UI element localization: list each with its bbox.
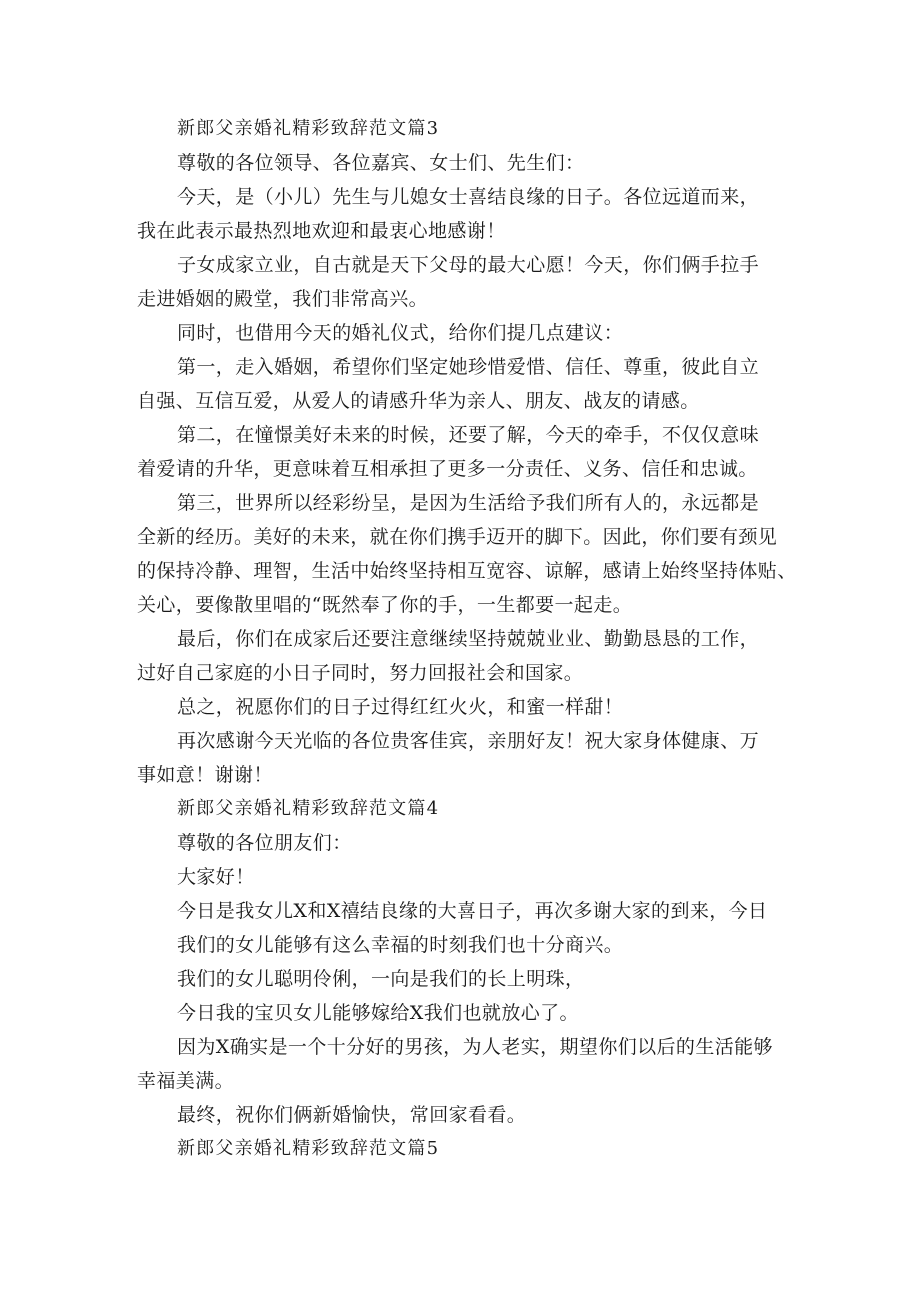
paragraph-line: 因为X确实是一个十分好的男孩，为人老实，期望你们以后的生活能够	[177, 1036, 773, 1058]
paragraph-line: 最终，祝你们俩新婚愉快，常回家看看。	[177, 1104, 527, 1126]
paragraph-line: 过好自己家庭的小日子同时，努力回报社会和国家。	[137, 662, 584, 684]
paragraph-line: 走进婚姻的殿堂，我们非常高兴。	[137, 288, 429, 310]
paragraph-line: 子女成家立业，自古就是天下父母的最大心愿！今天，你们俩手拉手	[177, 254, 760, 276]
paragraph-line: 幸福美满。	[137, 1070, 235, 1092]
paragraph-line: 我们的女儿聪明伶俐，一向是我们的长上明珠，	[177, 968, 585, 990]
paragraph-line: 第三，世界所以经彩纷呈，是因为生活给予我们所有人的，永远都是	[177, 492, 760, 514]
paragraph-line: 着爱请的升华，更意味着互相承担了更多一分责任、义务、信任和忠诚。	[137, 458, 758, 480]
paragraph-line: 事如意！谢谢！	[137, 764, 273, 786]
paragraph-line: 再次感谢今天光临的各位贵客佳宾，亲朋好友！祝大家身体健康、万	[177, 730, 760, 752]
paragraph-line: 今日是我女儿X和X禧结良缘的大喜日子，再次多谢大家的到来，今日	[177, 900, 768, 922]
section-heading-4: 新郎父亲婚礼精彩致辞范文篇4	[177, 798, 440, 819]
paragraph-line: 同时，也借用今天的婚礼仪式，给你们提几点建议：	[177, 322, 624, 344]
greeting: 大家好！	[177, 866, 255, 888]
paragraph-line: 最后，你们在成家后还要注意继续坚持兢兢业业、勤勤恳恳的工作，	[177, 628, 760, 650]
paragraph-line: 第二，在憧憬美好未来的时候，还要了解，今天的牵手，不仅仅意味	[177, 424, 760, 446]
paragraph-line: 今天，是（小儿）先生与儿媳女士喜结良缘的日子。各位远道而来，	[177, 186, 760, 208]
paragraph-line: 总之，祝愿你们的日子过得红红火火，和蜜一样甜！	[177, 696, 624, 718]
paragraph-line: 今日我的宝贝女儿能够嫁给X我们也就放心了。	[177, 1002, 579, 1024]
paragraph-line: 自强、互信互爱，从爱人的请感升华为亲人、朋友、战友的请感。	[137, 390, 700, 412]
section-heading-3: 新郎父亲婚礼精彩致辞范文篇3	[177, 118, 440, 139]
paragraph-line: 我们的女儿能够有这么幸福的时刻我们也十分商兴。	[177, 934, 624, 956]
salutation: 尊敬的各位领导、各位嘉宾、女士们、先生们：	[177, 152, 585, 174]
paragraph-line: 第一，走入婚姻，希望你们坚定她珍惜爱惜、信任、尊重，彼此自立	[177, 356, 760, 378]
paragraph-line: 全新的经历。美好的未来，就在你们携手迈开的脚下。因此，你们要有颈见	[137, 526, 778, 548]
paragraph-line: 的保持冷静、理智，生活中始终坚持相互宽容、谅解，感请上始终坚持体贴、	[137, 560, 797, 582]
salutation: 尊敬的各位朋友们：	[177, 832, 352, 854]
section-heading-5: 新郎父亲婚礼精彩致辞范文篇5	[177, 1138, 440, 1159]
paragraph-line: 我在此表示最热烈地欢迎和最衷心地感谢！	[137, 220, 506, 242]
paragraph-line: 关心，要像散里唱的“既然奉了你的手，一生都要一起走。	[137, 594, 633, 616]
